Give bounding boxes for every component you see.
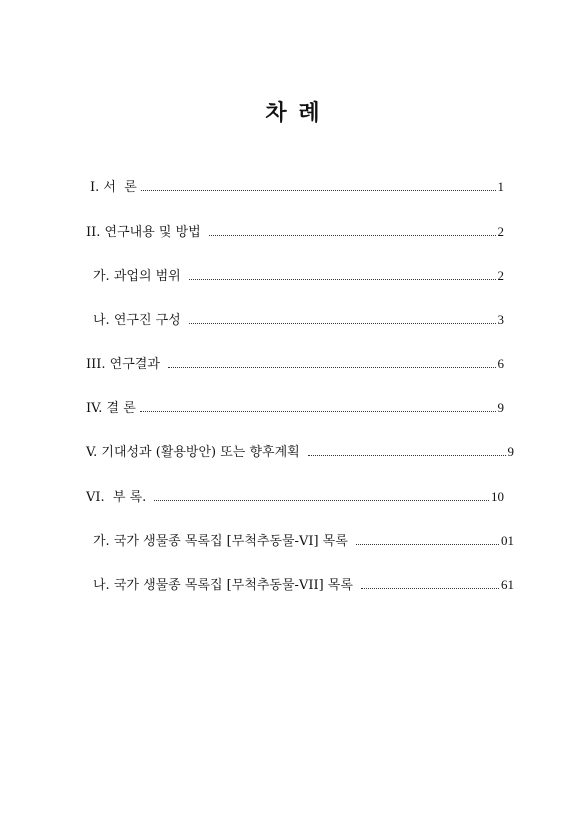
toc-dot-leader <box>140 410 496 412</box>
toc-item-scope[interactable] <box>93 268 504 285</box>
toc-item-label: V. 기대성과 (활용방안) 또는 향후계획 <box>86 445 304 460</box>
toc-item-appendix-list-vii[interactable] <box>93 577 514 594</box>
toc-item-page: 2 <box>497 224 504 239</box>
toc-item-page: 6 <box>497 356 504 371</box>
toc-dot-leader <box>356 543 499 545</box>
toc-item-label: 가. 과업의 범위 <box>93 269 185 284</box>
toc-item-introduction[interactable] <box>90 179 504 196</box>
toc-item-label: II. 연구내용 및 방법 <box>86 225 205 240</box>
toc-dot-leader <box>154 499 489 501</box>
toc-item-label: IV. 결 론 <box>86 401 136 416</box>
toc-item-label: 나. 연구진 구성 <box>93 313 185 328</box>
toc-item-methods[interactable] <box>86 224 504 241</box>
toc-item-page: 61 <box>501 577 514 592</box>
toc-item-page: 3 <box>497 312 504 327</box>
toc-item-page: 2 <box>497 268 504 283</box>
toc-dot-leader <box>209 234 496 236</box>
toc-item-page: 01 <box>501 533 514 548</box>
toc-item-appendix-list-vi[interactable] <box>93 533 514 550</box>
toc-dot-leader <box>189 278 496 280</box>
toc-item-research-team[interactable] <box>93 312 504 329</box>
toc-item-label: 가. 국가 생물종 목록집 [무척추동물-VI] 목록 <box>93 534 352 549</box>
toc-dot-leader <box>168 366 495 368</box>
toc-dot-leader <box>361 587 499 589</box>
toc-item-conclusion[interactable] <box>86 400 504 417</box>
toc-item-expected-outcomes[interactable] <box>86 444 514 461</box>
toc-dot-leader <box>189 322 496 324</box>
toc-item-results[interactable] <box>86 356 504 373</box>
toc-item-appendix[interactable] <box>86 489 504 506</box>
toc-dot-leader <box>308 454 506 456</box>
toc-item-label: III. 연구결과 <box>86 357 165 372</box>
toc-item-page: 9 <box>507 444 514 459</box>
toc-item-label: I. 서 론 <box>90 180 137 195</box>
toc-item-label: 나. 국가 생물종 목록집 [무척추동물-VII] 목록 <box>93 578 358 593</box>
toc-item-page: 10 <box>491 489 504 504</box>
toc-dot-leader <box>141 189 496 191</box>
page-title: 차 례 <box>265 100 322 126</box>
toc-item-page: 9 <box>497 400 504 415</box>
toc-item-label: VI. 부 록. <box>86 490 151 505</box>
toc-item-page: 1 <box>497 179 504 194</box>
